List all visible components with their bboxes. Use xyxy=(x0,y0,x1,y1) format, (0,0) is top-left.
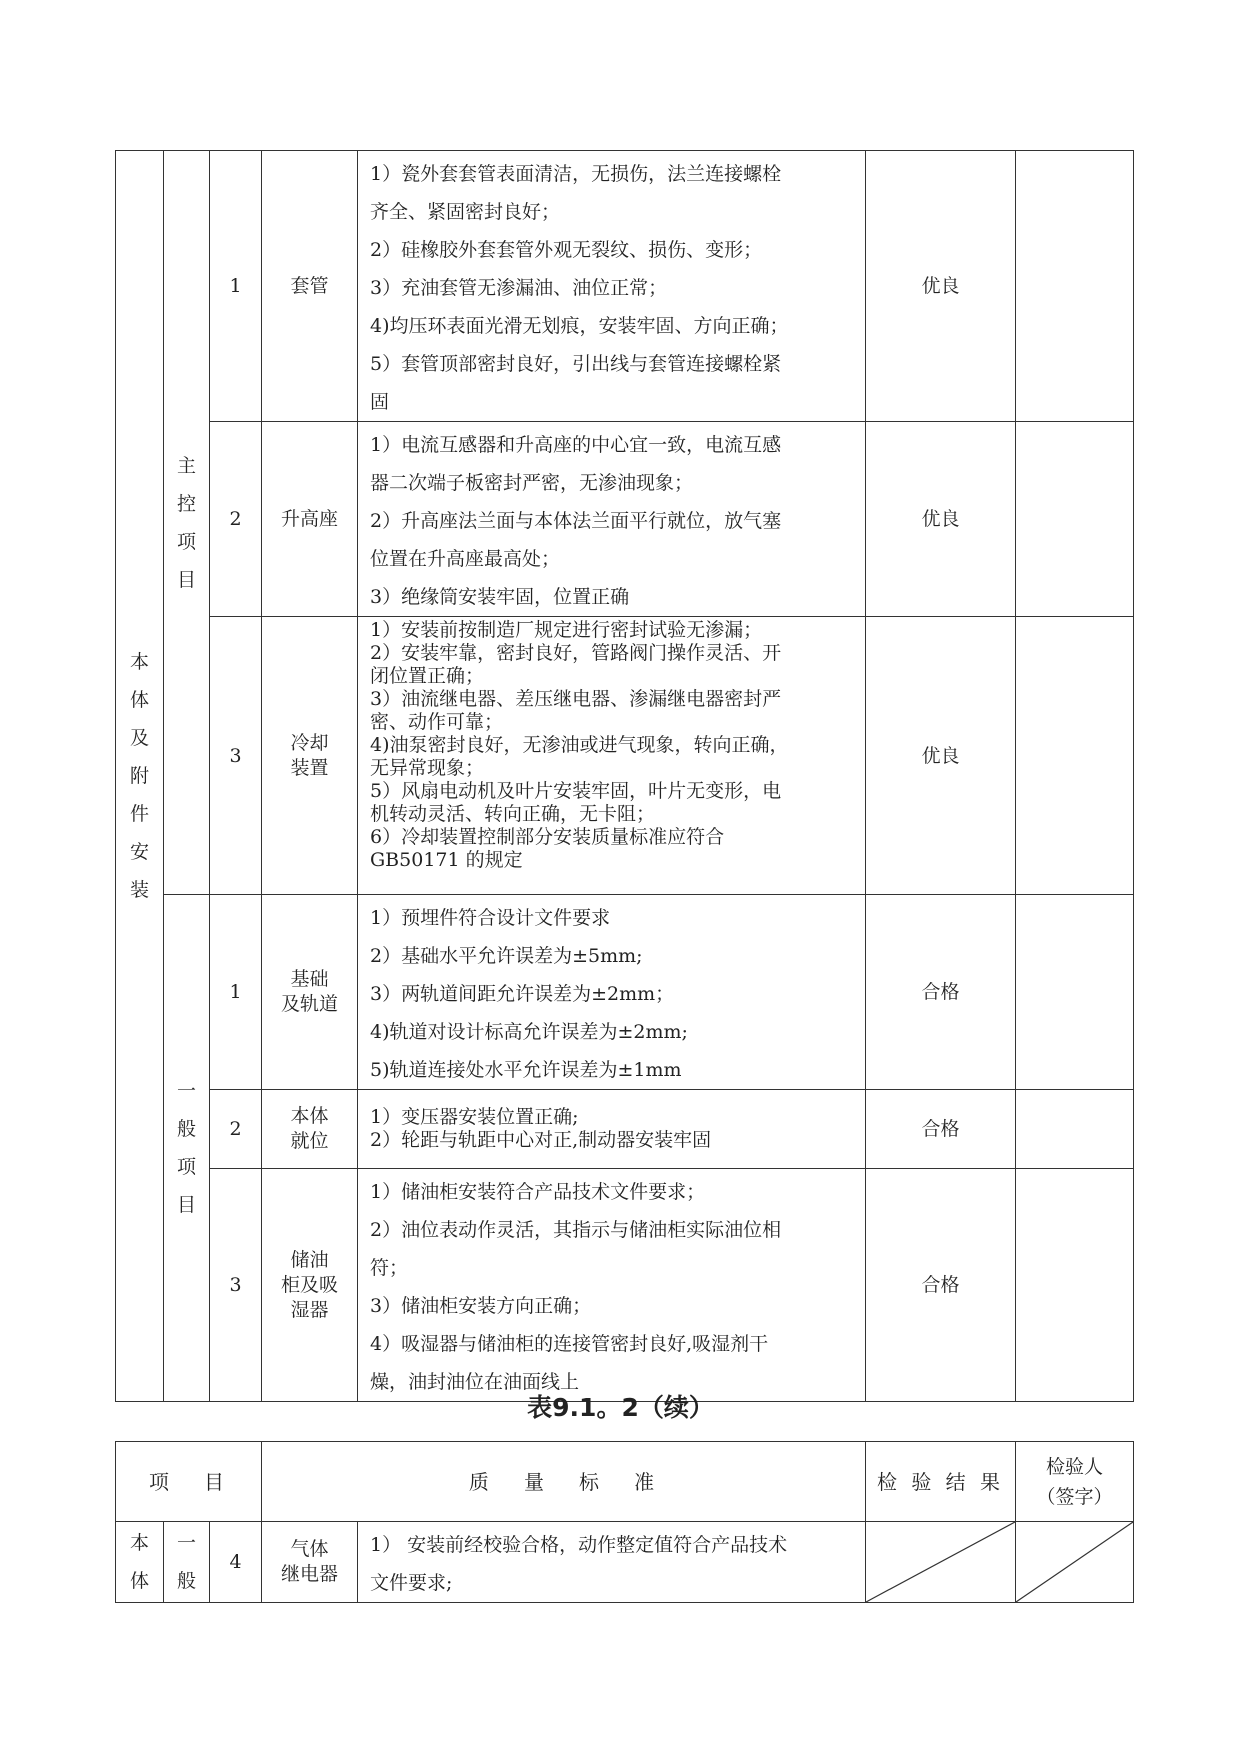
header-inspector-label: 检验人 xyxy=(1046,1455,1104,1478)
standard-line: 固 xyxy=(370,391,390,413)
standard-line: 4)均压环表面光滑无划痕，安装牢固、方向正确； xyxy=(370,315,789,337)
item-name-line: 冷却 xyxy=(290,731,329,754)
standard-line: 1）储油柜安装符合产品技术文件要求； xyxy=(370,1181,706,1203)
standard-line: 4)轨道对设计标高允许误差为±2mm; xyxy=(370,1021,688,1043)
quality-standard xyxy=(358,422,866,617)
section-label-char: 体 xyxy=(129,689,149,711)
group-label-partial xyxy=(164,1522,210,1603)
inspector-signature-cell xyxy=(1016,151,1134,422)
standard-line: 1）预埋件符合设计文件要求 xyxy=(370,907,611,929)
row-number: 3 xyxy=(210,617,262,895)
standard-line: 2）安装牢靠，密封良好，管路阀门操作灵活、开 xyxy=(370,642,782,664)
item-name-line: 柜及吸 xyxy=(280,1273,338,1296)
section-label-char: 体 xyxy=(129,1570,149,1592)
general-group-label xyxy=(164,895,210,1402)
standard-line: 1）变压器安装位置正确; xyxy=(370,1106,579,1128)
inspection-result: 合格 xyxy=(866,895,1016,1090)
item-name-line: 储油 xyxy=(290,1248,329,1271)
standard-line: 5）风扇电动机及叶片安装牢固，叶片无变形，电 xyxy=(370,780,782,802)
main-group-label xyxy=(164,151,210,895)
standard-line: 4)油泵密封良好，无渗油或进气现象，转向正确， xyxy=(370,734,789,756)
section-label-char: 附 xyxy=(129,765,149,787)
item-name-line: 装置 xyxy=(290,756,329,779)
group-label-char: 控 xyxy=(176,492,196,515)
standard-line: 机转动灵活、转向正确，无卡阻； xyxy=(370,803,656,825)
item-name: 套管 xyxy=(262,151,358,422)
group-label-char: 主 xyxy=(176,454,196,477)
standard-line: 5)轨道连接处水平允许误差为±1mm xyxy=(370,1059,682,1081)
standard-line: 4）吸湿器与储油柜的连接管密封良好,吸湿剂干 xyxy=(370,1333,769,1355)
quality-standard xyxy=(358,1522,866,1603)
standard-line: 3）两轨道间距允许误差为±2mm； xyxy=(370,983,675,1005)
item-name-line: 本体 xyxy=(290,1105,329,1127)
standard-line: 齐全、紧固密封良好； xyxy=(370,201,561,223)
diagonal-slash xyxy=(866,1522,1015,1602)
standard-line: 位置在升高座最高处； xyxy=(370,548,561,570)
standard-line: 闭位置正确； xyxy=(370,665,485,687)
standard-line: 2）基础水平允许误差为±5mm; xyxy=(370,945,643,967)
group-label-char: 一 xyxy=(176,1532,196,1554)
item-name xyxy=(262,617,358,895)
standard-line: 6）冷却装置控制部分安装质量标准应符合 xyxy=(370,826,725,848)
section-label-char: 本 xyxy=(129,1532,149,1554)
row-number: 2 xyxy=(210,1090,262,1169)
section-label-char: 及 xyxy=(129,727,149,749)
standard-line: GB50171 的规定 xyxy=(370,849,523,871)
standard-line: 2）硅橡胶外套套管外观无裂纹、损伤、变形； xyxy=(370,239,763,261)
inspector-signature-cell xyxy=(1016,422,1134,617)
row-number: 3 xyxy=(210,1169,262,1402)
group-label-char: 般 xyxy=(176,1570,196,1592)
item-name-line: 及轨道 xyxy=(280,993,338,1015)
standard-line: 2）升高座法兰面与本体法兰面平行就位，放气塞 xyxy=(370,510,782,532)
standard-line: 2）轮距与轨距中心对正,制动器安装牢固 xyxy=(370,1129,712,1151)
item-name-line: 继电器 xyxy=(281,1563,339,1585)
table-caption: 表9.1。2（续） xyxy=(527,1393,714,1422)
row-number: 1 xyxy=(210,151,262,422)
group-label-char: 项 xyxy=(176,1156,196,1178)
inspector-signature-cell xyxy=(1016,617,1134,895)
item-name xyxy=(262,1090,358,1169)
inspection-result: 合格 xyxy=(866,1169,1016,1402)
item-name-line: 气体 xyxy=(290,1538,329,1560)
inspector-signature-cell xyxy=(1016,1169,1134,1402)
header-item: 项 目 xyxy=(116,1442,262,1522)
header-inspector xyxy=(1016,1442,1134,1522)
quality-standard xyxy=(358,1090,866,1169)
standard-line: 文件要求; xyxy=(370,1572,453,1594)
standard-line: 燥，油封油位在油面线上 xyxy=(370,1371,580,1393)
group-label-char: 目 xyxy=(176,568,196,591)
item-name xyxy=(262,895,358,1090)
quality-standard xyxy=(358,151,866,422)
row-number: 2 xyxy=(210,422,262,617)
inspection-table-continued xyxy=(115,1441,1134,1603)
item-name-line: 湿器 xyxy=(290,1298,329,1321)
signature-crossed-out xyxy=(1016,1522,1134,1603)
inspector-signature-cell xyxy=(1016,895,1134,1090)
inspection-result: 优良 xyxy=(866,422,1016,617)
standard-line: 1）安装前按制造厂规定进行密封试验无渗漏； xyxy=(370,619,763,641)
header-signature-label: （签字） xyxy=(1036,1485,1113,1508)
item-name-line: 基础 xyxy=(290,968,329,990)
row-number: 1 xyxy=(210,895,262,1090)
standard-line: 3）绝缘筒安装牢固，位置正确 xyxy=(370,586,630,608)
group-label-char: 般 xyxy=(176,1118,196,1140)
item-name xyxy=(262,1169,358,1402)
section-label-char: 本 xyxy=(129,651,149,673)
item-name xyxy=(262,1522,358,1603)
standard-line: 3）充油套管无渗漏油、油位正常； xyxy=(370,277,668,299)
section-label-partial xyxy=(116,1522,164,1603)
standard-line: 密、动作可靠； xyxy=(370,711,504,733)
standard-line: 无异常现象； xyxy=(370,757,485,779)
standard-line: 1） 安装前经校验合格，动作整定值符合产品技术 xyxy=(370,1534,788,1556)
group-label-char: 目 xyxy=(176,1194,196,1216)
inspection-table xyxy=(115,150,1134,1402)
standard-line: 器二次端子板密封严密，无渗油现象； xyxy=(370,472,694,494)
inspection-result: 合格 xyxy=(866,1090,1016,1169)
section-label-char: 安 xyxy=(129,841,149,863)
item-name: 升高座 xyxy=(262,422,358,617)
standard-line: 符； xyxy=(370,1257,409,1279)
standard-line: 5）套管顶部密封良好，引出线与套管连接螺栓紧 xyxy=(370,353,782,375)
section-label-char: 件 xyxy=(129,803,149,825)
group-label-char: 项 xyxy=(176,530,196,553)
section-label-char: 装 xyxy=(129,879,149,901)
header-quality-standard: 质 量 标 准 xyxy=(262,1442,866,1522)
standard-line: 3）油流继电器、差压继电器、渗漏继电器密封严 xyxy=(370,688,782,710)
standard-line: 1）电流互感器和升高座的中心宜一致，电流互感 xyxy=(370,434,782,456)
row-number: 4 xyxy=(210,1522,262,1603)
group-label-char: 一 xyxy=(176,1080,196,1102)
item-name-line: 就位 xyxy=(290,1130,329,1152)
header-inspection-result: 检 验 结 果 xyxy=(866,1442,1016,1522)
quality-standard xyxy=(358,1169,866,1402)
result-crossed-out xyxy=(866,1522,1016,1603)
inspection-result: 优良 xyxy=(866,151,1016,422)
standard-line: 1）瓷外套套管表面清洁，无损伤，法兰连接螺栓 xyxy=(370,163,782,185)
quality-standard xyxy=(358,895,866,1090)
standard-line: 2）油位表动作灵活，其指示与储油柜实际油位相 xyxy=(370,1219,782,1241)
diagonal-slash xyxy=(1016,1522,1133,1602)
quality-standard xyxy=(358,617,866,895)
standard-line: 3）储油柜安装方向正确； xyxy=(370,1295,592,1317)
section-label xyxy=(116,151,164,1402)
inspector-signature-cell xyxy=(1016,1090,1134,1169)
inspection-result: 优良 xyxy=(866,617,1016,895)
